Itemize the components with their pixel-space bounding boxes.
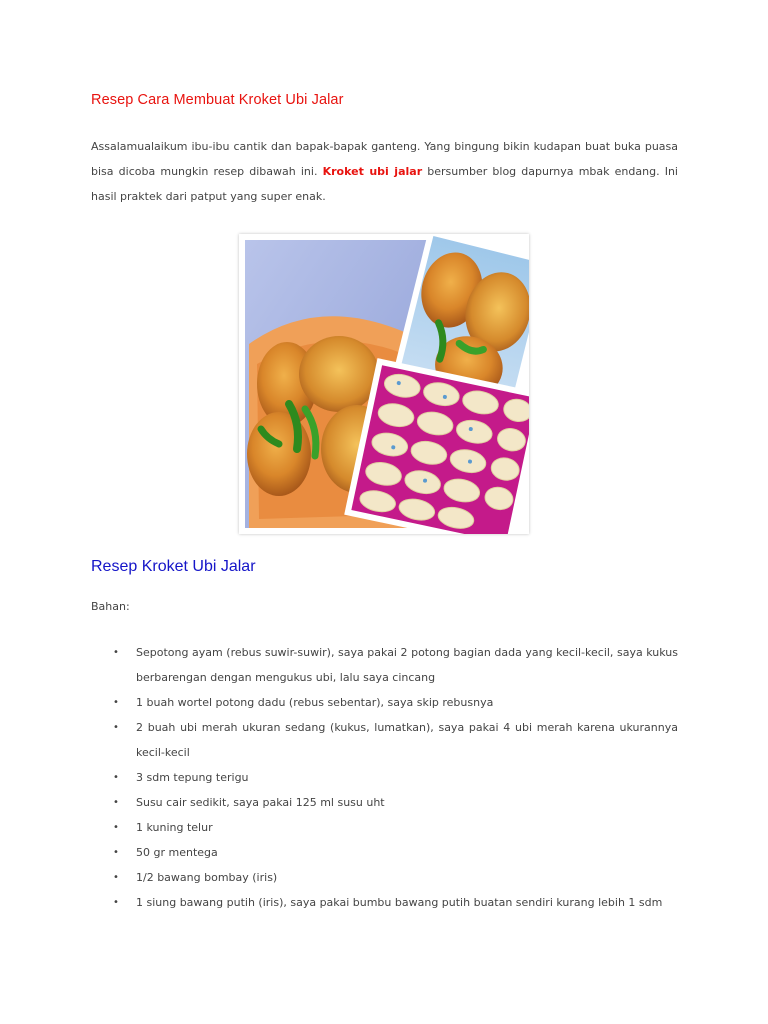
list-item [91,790,678,815]
list-item [91,640,678,690]
ingredient-text: 1 kuning telur [136,821,213,834]
bullet-icon: • [113,847,119,858]
food-photo-image [239,234,529,534]
article-title: Resep Cara Membuat Kroket Ubi Jalar [91,92,344,108]
intro-text-end: bersumber blog dapurnya mbak endang. Ini hasil praktek dari patput yang super enak. [91,165,678,203]
bullet-icon: • [113,647,119,658]
ingredient-text: Susu cair sedikit, saya pakai 125 ml susu uht [136,796,385,809]
list-item [91,765,678,790]
ingredient-text: Sepotong ayam (rebus suwir-suwir), saya pakai 2 potong bagian dada yang kecil-kecil, saya kukus berbarengan dengan mengukus ubi, lalu saya cincang [136,646,678,684]
list-item [91,690,678,715]
ingredient-text: 2 buah ubi merah ukuran sedang (kukus, lumatkan), saya pakai 4 ubi merah karena ukurannya kecil-kecil [136,721,678,759]
list-item [91,815,678,840]
list-item [91,865,678,890]
ingredient-text: 3 sdm tepung terigu [136,771,249,784]
list-item [91,840,678,865]
right-bottom-photo-panel [344,358,529,534]
bullet-icon: • [113,722,119,733]
bullet-icon: • [113,872,119,883]
bullet-icon: • [113,697,119,708]
kroket-photo-collage [239,234,529,534]
ingredients-label: Bahan: [91,600,130,613]
ingredient-text: 50 gr mentega [136,846,218,859]
ingredients-list [91,640,678,915]
bullet-icon: • [113,797,119,808]
ingredient-text: 1 buah wortel potong dadu (rebus sebentar), saya skip rebusnya [136,696,494,709]
intro-text-start: Assalamualaikum ibu-ibu cantik dan bapak-bapak ganteng. Yang bingung bikin kudapan buat buka puasa bisa dicoba mungkin resep dibawah ini. [91,140,678,178]
recipe-heading: Resep Kroket Ubi Jalar [91,558,256,575]
ingredient-text: 1 siung bawang putih (iris), saya pakai bumbu bawang putih buatan sendiri kurang lebih 1 sdm [136,896,663,909]
bullet-icon: • [113,772,119,783]
kroket-ubi-jalar-link[interactable]: Kroket ubi jalar [322,165,423,178]
list-item [91,890,678,915]
bullet-icon: • [113,897,119,908]
list-item [91,715,678,765]
intro-paragraph [91,134,678,209]
ingredient-text: 1/2 bawang bombay (iris) [136,871,278,884]
bullet-icon: • [113,822,119,833]
